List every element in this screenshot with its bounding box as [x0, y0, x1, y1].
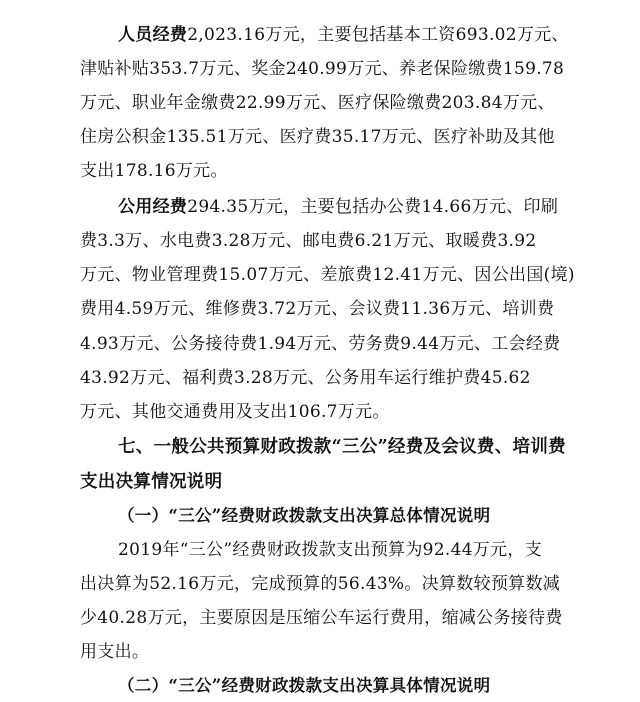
summary-line-1: 2019年“三公”经费财政拨款支出预算为92.44万元，支 — [118, 539, 543, 560]
public-line-5: 4.93万元、公务接待费1.94万元、劳务费9.44万元、工会经费 — [80, 333, 561, 354]
personnel-line-4: 住房公积金135.51万元、医疗费35.17万元、医疗补助及其他 — [80, 127, 555, 148]
personnel-label: 人员经费 — [118, 25, 188, 45]
public-line-6: 43.92万元、福利费3.28万元、公务用车运行维护费45.62 — [80, 367, 531, 388]
public-line-3: 万元、物业管理费15.07万元、差旅费12.41万元、因公出国(境) — [80, 265, 575, 286]
personnel-line-1 — [118, 25, 569, 45]
summary-line-2: 出决算为52.16万元，完成预算的56.43%。决算数较预算数减 — [80, 573, 561, 594]
summary-line-3: 少40.28万元，主要原因是压缩公车运行费用，缩减公务接待费 — [80, 607, 563, 628]
public-line-1 — [118, 197, 558, 217]
public-line-2: 费3.3万、水电费3.28万元、邮电费6.21万元、取暖费3.92 — [80, 231, 537, 252]
personnel-line-5: 支出178.16万元。 — [80, 161, 228, 182]
personnel-text-1: 2,023.16万元，主要包括基本工资693.02万元、 — [187, 25, 569, 45]
public-line-4: 费用4.59万元、维修费3.72万元、会议费11.36万元、培训费 — [80, 299, 555, 320]
summary-line-4: 用支出。 — [80, 641, 150, 662]
section7-heading-line-1: 七、一般公共预算财政拨款“三公”经费及会议费、培训费 — [118, 437, 566, 458]
personnel-line-2: 津贴补贴353.7万元、奖金240.99万元、养老保险缴费159.78 — [80, 59, 565, 80]
public-text-1: 294.35万元，主要包括办公费14.66万元、印刷 — [187, 197, 559, 218]
section7-heading-line-2: 支出决算情况说明 — [80, 471, 223, 492]
subheading-1: （一）“三公”经费财政拨款支出决算总体情况说明 — [118, 505, 491, 525]
personnel-line-3: 万元、职业年金缴费22.99万元、医疗保险缴费203.84万元、 — [80, 93, 555, 114]
public-line-7: 万元、其他交通费用及支出106.7万元。 — [80, 401, 390, 422]
subheading-2: （二）“三公”经费财政拨款支出决算具体情况说明 — [118, 676, 491, 695]
public-label: 公用经费 — [118, 197, 188, 218]
